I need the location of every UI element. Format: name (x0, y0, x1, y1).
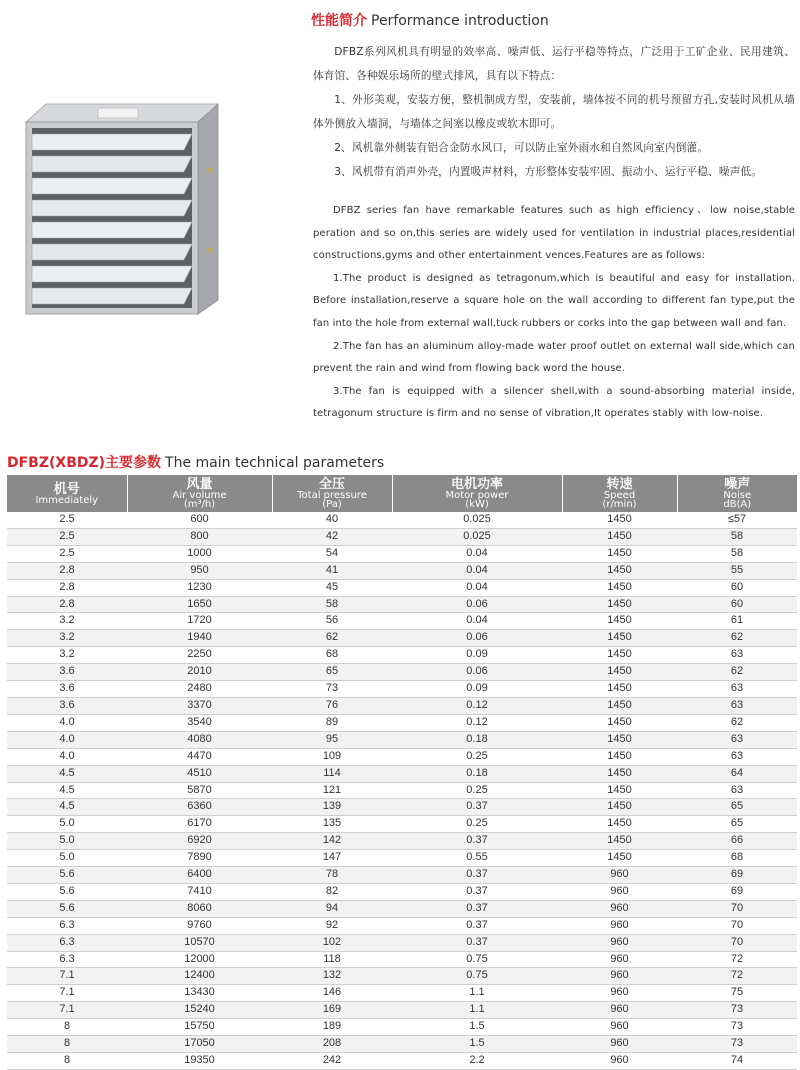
cell-air-volume: 1230 (127, 579, 272, 596)
cell-total-pressure: 189 (272, 1019, 392, 1036)
cell-noise: 75 (677, 985, 797, 1002)
cell-noise: 62 (677, 630, 797, 647)
intro-en-paragraph: DFBZ series fan have remarkable features such as high efficiency、low noise,stable peration and so on,this series are widely used for ventilation in industrial places,residential constructions,gyms and other entertainment vences.Features are as follows: (313, 205, 795, 262)
cell-noise: 72 (677, 951, 797, 968)
cell-total-pressure: 242 (272, 1053, 392, 1070)
intro-cn-paragraph: 3、风机带有消声外壳，内置吸声材料，方形整体安装牢固、振动小、运行平稳、噪声低。 (334, 166, 763, 178)
header-cn: 风量 (186, 477, 213, 492)
cell-motor-power: 1.5 (392, 1019, 562, 1036)
header-unit: (Pa) (322, 499, 342, 510)
cell-model: 5.0 (7, 850, 127, 867)
table-row (7, 867, 797, 884)
cell-air-volume: 1000 (127, 545, 272, 562)
cell-total-pressure: 58 (272, 596, 392, 613)
cell-model: 5.0 (7, 816, 127, 833)
cell-speed: 1450 (562, 512, 677, 528)
cell-air-volume: 12000 (127, 951, 272, 968)
cell-total-pressure: 65 (272, 664, 392, 681)
cell-total-pressure: 68 (272, 647, 392, 664)
cell-total-pressure: 42 (272, 528, 392, 545)
cell-speed: 960 (562, 951, 677, 968)
table-row (7, 512, 797, 528)
cell-noise: 63 (677, 647, 797, 664)
intro-en-paragraph: 1.The product is designed as tetragonum,which is beautiful and easy for installation. Before installation,reserve a square hole on the wall according to different fan type,put the fan into the hole from external wall,tuck rubbers or corks into the gap between wall and fan. (313, 272, 795, 329)
table-row (7, 714, 797, 731)
cell-motor-power: 0.025 (392, 528, 562, 545)
params-title-en: The main technical parameters (165, 455, 385, 471)
cell-speed: 960 (562, 1002, 677, 1019)
cell-motor-power: 0.025 (392, 512, 562, 528)
cell-model: 6.3 (7, 934, 127, 951)
table-body (7, 512, 797, 1069)
cell-air-volume: 2480 (127, 681, 272, 698)
cell-motor-power: 0.09 (392, 681, 562, 698)
cell-motor-power: 0.18 (392, 765, 562, 782)
cell-air-volume: 12400 (127, 968, 272, 985)
cell-motor-power: 0.75 (392, 968, 562, 985)
cell-motor-power: 1.5 (392, 1036, 562, 1053)
cell-total-pressure: 95 (272, 731, 392, 748)
cell-model: 5.6 (7, 883, 127, 900)
cell-model: 8 (7, 1053, 127, 1070)
table-row (7, 664, 797, 681)
cell-noise: 65 (677, 799, 797, 816)
cell-total-pressure: 56 (272, 613, 392, 630)
table-row (7, 748, 797, 765)
cell-model: 3.6 (7, 664, 127, 681)
cell-speed: 1450 (562, 528, 677, 545)
header-cn: 电机功率 (450, 477, 503, 492)
cell-air-volume: 15750 (127, 1019, 272, 1036)
table-row (7, 1053, 797, 1070)
cell-motor-power: 1.1 (392, 1002, 562, 1019)
cell-model: 3.2 (7, 630, 127, 647)
header-cn: 机号 (53, 481, 80, 497)
table-row (7, 681, 797, 698)
table-row (7, 833, 797, 850)
cell-air-volume: 1940 (127, 630, 272, 647)
cell-model: 5.6 (7, 900, 127, 917)
cell-speed: 960 (562, 867, 677, 884)
intro-en-block (313, 200, 795, 426)
cell-motor-power: 0.55 (392, 850, 562, 867)
table-header-row (7, 475, 797, 512)
header-en: Immediately (35, 494, 99, 506)
intro-en-paragraph: 3.The fan is equipped with a silencer shell,with a sound-absorbing material inside, tetragonum structure is firm and no sense of vibration,It operates stably with low-noise. (313, 385, 795, 420)
cell-noise: 63 (677, 748, 797, 765)
cell-motor-power: 0.25 (392, 748, 562, 765)
cell-model: 3.2 (7, 613, 127, 630)
cell-total-pressure: 121 (272, 782, 392, 799)
cell-model: 4.0 (7, 731, 127, 748)
table-row (7, 579, 797, 596)
cell-total-pressure: 45 (272, 579, 392, 596)
cell-total-pressure: 109 (272, 748, 392, 765)
header-unit: (kW) (465, 499, 489, 510)
cell-model: 5.6 (7, 867, 127, 884)
cell-motor-power: 0.37 (392, 867, 562, 884)
cell-air-volume: 10570 (127, 934, 272, 951)
cell-noise: 62 (677, 664, 797, 681)
cell-motor-power: 0.18 (392, 731, 562, 748)
cell-air-volume: 2010 (127, 664, 272, 681)
cell-total-pressure: 82 (272, 883, 392, 900)
cell-noise: 60 (677, 579, 797, 596)
header-cn: 全压 (318, 477, 345, 492)
cell-speed: 1450 (562, 545, 677, 562)
cell-model: 4.0 (7, 748, 127, 765)
cell-air-volume: 6400 (127, 867, 272, 884)
table-row (7, 900, 797, 917)
header-en: Speed (603, 490, 636, 501)
cell-motor-power: 0.06 (392, 630, 562, 647)
cell-total-pressure: 114 (272, 765, 392, 782)
cell-speed: 1450 (562, 697, 677, 714)
table-row (7, 968, 797, 985)
cell-total-pressure: 76 (272, 697, 392, 714)
cell-model: 4.5 (7, 782, 127, 799)
table-row (7, 850, 797, 867)
table-row (7, 1002, 797, 1019)
cell-noise: 60 (677, 596, 797, 613)
cell-model: 8 (7, 1036, 127, 1053)
header-total-pressure (272, 475, 392, 512)
cell-motor-power: 0.37 (392, 934, 562, 951)
cell-speed: 960 (562, 985, 677, 1002)
cell-motor-power: 0.75 (392, 951, 562, 968)
cell-noise: 70 (677, 934, 797, 951)
cell-noise: 55 (677, 562, 797, 579)
cell-speed: 1450 (562, 799, 677, 816)
cell-air-volume: 3540 (127, 714, 272, 731)
cell-speed: 1450 (562, 714, 677, 731)
cell-speed: 1450 (562, 579, 677, 596)
cell-model: 7.1 (7, 1002, 127, 1019)
cell-noise: 58 (677, 545, 797, 562)
cell-speed: 960 (562, 968, 677, 985)
cell-air-volume: 1720 (127, 613, 272, 630)
cell-speed: 960 (562, 1053, 677, 1070)
table-row (7, 799, 797, 816)
product-image (18, 100, 223, 315)
cell-model: 6.3 (7, 917, 127, 934)
cell-motor-power: 0.04 (392, 545, 562, 562)
cell-air-volume: 6360 (127, 799, 272, 816)
cell-air-volume: 6170 (127, 816, 272, 833)
cell-noise: 74 (677, 1053, 797, 1070)
cell-motor-power: 0.37 (392, 833, 562, 850)
cell-motor-power: 0.37 (392, 900, 562, 917)
cell-air-volume: 8060 (127, 900, 272, 917)
cell-motor-power: 0.37 (392, 883, 562, 900)
cell-air-volume: 17050 (127, 1036, 272, 1053)
intro-cn-block (313, 40, 795, 184)
cell-noise: 63 (677, 782, 797, 799)
header-en: Motor power (445, 490, 509, 501)
cell-noise: 68 (677, 850, 797, 867)
cell-speed: 1450 (562, 833, 677, 850)
table-row (7, 917, 797, 934)
cell-speed: 960 (562, 900, 677, 917)
cell-motor-power: 0.06 (392, 664, 562, 681)
cell-air-volume: 6920 (127, 833, 272, 850)
intro-cn-paragraph: 2、风机靠外侧装有铝合金防水风口，可以防止室外雨水和自然风向室内倒灌。 (334, 142, 709, 154)
cell-noise: 64 (677, 765, 797, 782)
cell-total-pressure: 40 (272, 512, 392, 528)
cell-speed: 960 (562, 917, 677, 934)
cell-air-volume: 4510 (127, 765, 272, 782)
cell-noise: 69 (677, 867, 797, 884)
cell-total-pressure: 78 (272, 867, 392, 884)
cell-model: 2.5 (7, 512, 127, 528)
cell-air-volume: 19350 (127, 1053, 272, 1070)
cell-noise: 58 (677, 528, 797, 545)
cell-total-pressure: 147 (272, 850, 392, 867)
cell-noise: 63 (677, 681, 797, 698)
cell-model: 3.2 (7, 647, 127, 664)
cell-motor-power: 0.37 (392, 799, 562, 816)
cell-model: 2.8 (7, 596, 127, 613)
table-row (7, 613, 797, 630)
cell-speed: 960 (562, 1019, 677, 1036)
cell-total-pressure: 62 (272, 630, 392, 647)
cell-model: 7.1 (7, 985, 127, 1002)
cell-air-volume: 4080 (127, 731, 272, 748)
table-row (7, 647, 797, 664)
cell-total-pressure: 139 (272, 799, 392, 816)
table-row (7, 782, 797, 799)
cell-model: 7.1 (7, 968, 127, 985)
cell-speed: 1450 (562, 647, 677, 664)
params-title-cn: DFBZ(XBDZ)主要参数 (7, 455, 162, 471)
cell-motor-power: 0.04 (392, 613, 562, 630)
table-row (7, 951, 797, 968)
cell-air-volume: 7410 (127, 883, 272, 900)
intro-title-en: Performance introduction (371, 13, 549, 29)
cell-speed: 1450 (562, 850, 677, 867)
cell-model: 8 (7, 1019, 127, 1036)
cell-air-volume: 600 (127, 512, 272, 528)
cell-total-pressure: 89 (272, 714, 392, 731)
cell-motor-power: 0.04 (392, 579, 562, 596)
table-row (7, 596, 797, 613)
cell-noise: 70 (677, 900, 797, 917)
cell-air-volume: 4470 (127, 748, 272, 765)
cell-air-volume: 15240 (127, 1002, 272, 1019)
cell-air-volume: 2250 (127, 647, 272, 664)
cell-total-pressure: 169 (272, 1002, 392, 1019)
header-en: Total pressure (297, 490, 367, 501)
table-row (7, 562, 797, 579)
cell-model: 5.0 (7, 833, 127, 850)
cell-noise: 73 (677, 1036, 797, 1053)
header-noise (677, 475, 797, 512)
cell-speed: 1450 (562, 596, 677, 613)
table-row (7, 816, 797, 833)
cell-motor-power: 0.09 (392, 647, 562, 664)
params-title (7, 452, 384, 472)
table-row (7, 731, 797, 748)
cell-speed: 960 (562, 934, 677, 951)
table-row (7, 528, 797, 545)
cell-motor-power: 0.25 (392, 816, 562, 833)
cell-noise: 73 (677, 1019, 797, 1036)
cell-noise: 66 (677, 833, 797, 850)
header-motor-power (392, 475, 562, 512)
cell-noise: 70 (677, 917, 797, 934)
cell-motor-power: 0.04 (392, 562, 562, 579)
header-en: Air volume (172, 490, 227, 501)
cell-total-pressure: 94 (272, 900, 392, 917)
cell-air-volume: 7890 (127, 850, 272, 867)
cell-speed: 1450 (562, 562, 677, 579)
cell-model: 4.5 (7, 799, 127, 816)
cell-total-pressure: 132 (272, 968, 392, 985)
performance-introduction (313, 10, 795, 426)
cell-air-volume: 3370 (127, 697, 272, 714)
header-unit: (m³/h) (183, 499, 216, 510)
table-row (7, 1019, 797, 1036)
cell-noise: 65 (677, 816, 797, 833)
cell-noise: 61 (677, 613, 797, 630)
intro-en-paragraph: 2.The fan has an aluminum alloy-made water proof outlet on external wall side,which can prevent the rain and wind from flowing back word the house. (313, 340, 795, 375)
table-row (7, 765, 797, 782)
header-cn: 噪声 (724, 477, 751, 492)
cell-noise: 72 (677, 968, 797, 985)
cell-model: 3.6 (7, 681, 127, 698)
cell-total-pressure: 118 (272, 951, 392, 968)
cell-model: 2.8 (7, 579, 127, 596)
header-cn: 转速 (606, 477, 633, 492)
cell-motor-power: 1.1 (392, 985, 562, 1002)
table-row (7, 883, 797, 900)
cell-speed: 1450 (562, 613, 677, 630)
cell-total-pressure: 102 (272, 934, 392, 951)
header-model (7, 475, 127, 512)
cell-total-pressure: 92 (272, 917, 392, 934)
cell-noise: 69 (677, 883, 797, 900)
parameters-table (7, 475, 797, 1070)
cell-speed: 1450 (562, 630, 677, 647)
table-row (7, 545, 797, 562)
table-row (7, 934, 797, 951)
cell-motor-power: 0.12 (392, 697, 562, 714)
header-speed (562, 475, 677, 512)
header-en: Noise (723, 490, 752, 501)
cell-noise: 62 (677, 714, 797, 731)
cell-model: 2.8 (7, 562, 127, 579)
intro-cn-paragraph: 1、外形美观，安装方便，整机制成方型，安装前，墙体按不同的机号预留方孔,安装时风机从墙体外侧放入墙洞，与墙体之间塞以橡皮或软木即可。 (313, 94, 795, 130)
cell-air-volume: 1650 (127, 596, 272, 613)
cell-motor-power: 0.12 (392, 714, 562, 731)
intro-title (311, 10, 795, 30)
cell-speed: 960 (562, 883, 677, 900)
cell-model: 2.5 (7, 545, 127, 562)
header-air-volume (127, 475, 272, 512)
cell-speed: 1450 (562, 681, 677, 698)
cell-motor-power: 2.2 (392, 1053, 562, 1070)
cell-air-volume: 800 (127, 528, 272, 545)
cell-total-pressure: 146 (272, 985, 392, 1002)
cell-air-volume: 5870 (127, 782, 272, 799)
cell-noise: 73 (677, 1002, 797, 1019)
cell-air-volume: 9760 (127, 917, 272, 934)
cell-noise: ≤57 (677, 512, 797, 528)
cell-motor-power: 0.25 (392, 782, 562, 799)
cell-model: 4.0 (7, 714, 127, 731)
table-row (7, 697, 797, 714)
intro-title-cn: 性能简介 (311, 13, 367, 29)
intro-cn-paragraph: DFBZ系列风机具有明显的效率高、噪声低、运行平稳等特点，广泛用于工矿企业、民用建筑、体育馆、各种娱乐场所的壁式排风，具有以下特点： (313, 46, 795, 82)
cell-speed: 1450 (562, 765, 677, 782)
cell-total-pressure: 73 (272, 681, 392, 698)
cell-speed: 1450 (562, 782, 677, 799)
cell-model: 3.6 (7, 697, 127, 714)
table-row (7, 1036, 797, 1053)
cell-speed: 1450 (562, 664, 677, 681)
cell-model: 2.5 (7, 528, 127, 545)
cell-motor-power: 0.06 (392, 596, 562, 613)
cell-model: 4.5 (7, 765, 127, 782)
cell-total-pressure: 41 (272, 562, 392, 579)
cell-noise: 63 (677, 697, 797, 714)
cell-speed: 960 (562, 1036, 677, 1053)
cell-speed: 1450 (562, 731, 677, 748)
cell-total-pressure: 54 (272, 545, 392, 562)
cell-noise: 63 (677, 731, 797, 748)
cell-model: 6.3 (7, 951, 127, 968)
table-row (7, 985, 797, 1002)
cell-air-volume: 13430 (127, 985, 272, 1002)
header-unit: dB(A) (723, 499, 752, 510)
cell-speed: 1450 (562, 816, 677, 833)
cell-total-pressure: 208 (272, 1036, 392, 1053)
table-row (7, 630, 797, 647)
cell-total-pressure: 135 (272, 816, 392, 833)
cell-speed: 1450 (562, 748, 677, 765)
cell-air-volume: 950 (127, 562, 272, 579)
cell-total-pressure: 142 (272, 833, 392, 850)
cell-motor-power: 0.37 (392, 917, 562, 934)
header-unit: (r/min) (602, 499, 637, 510)
